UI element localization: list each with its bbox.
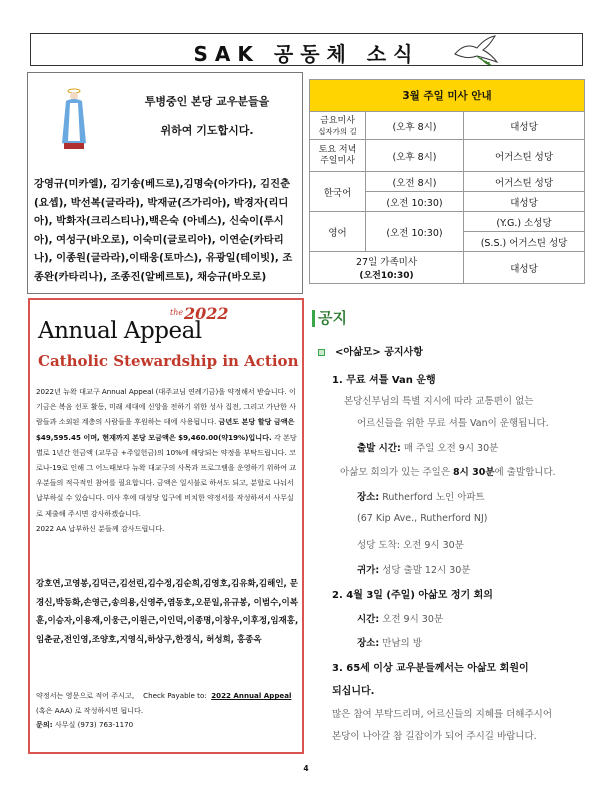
page-number: 4 xyxy=(303,764,309,773)
english-mass-place-2: (S.S.) 어거스틴 성당 xyxy=(464,232,585,252)
english-mass-place-1: (Y.G.) 소성당 xyxy=(464,212,585,232)
friday-mass-label: 금요미사 십자가의 길 xyxy=(310,112,366,140)
appeal-contact: 문의: 사무실 (973) 763-1170 xyxy=(36,720,134,729)
notice-item-2-title: 2. 4월 3일 (주일) 아삶모 정기 회의 xyxy=(332,590,493,601)
shuttle-place: 장소: Rutherford 노인 아파트 xyxy=(357,492,485,503)
appeal-pledge-note: 약정서는 영문으로 적어 주시고, Check Payable to: 2022 Annual Appeal (혹은 AAA) 로 작성하시면 됩니다. xyxy=(36,691,292,715)
notice-item-3-body-line1: 많은 참여 부탁드리며, 어르신들의 지혜를 더해주시어 xyxy=(332,709,553,720)
meeting-time: 시간: 오전 9시 30분 xyxy=(357,614,444,625)
appeal-title: Annual Appeal xyxy=(38,318,202,344)
newsletter-title-bar xyxy=(30,33,583,66)
prayer-request-box xyxy=(27,72,303,294)
prayer-name-list: 강영규(미카엘), 김기송(베드로),김명숙(아가다), 김진춘(요셉), 박선복(글라라), 박재균(즈가리아), 박경자(리디아), 박화자(크리스티나),백은숙 (아녜스), 신숙이(루시아), 여성구(바오로), 이숙미(글로리아), 이연순(카타리나), 이종원(글라라),이태웅(토마스), 유광일(테이빗), 조종완(카타리나), 조종진(알베르토), 채승규(바오로) xyxy=(34,178,293,283)
mass-schedule-table xyxy=(309,79,585,284)
family-mass-label: 27일 가족미사 (오전10:30) xyxy=(310,252,464,284)
notice-item-1-title: 1. 무료 셔틀 Van 운행 xyxy=(332,375,436,386)
prayer-heading-line1: 투병중인 본당 교우분들을 xyxy=(144,95,270,108)
newsletter-title: SAK 공동체 소식 xyxy=(193,42,420,66)
church-arrival-time: 성당 도착: 오전 9시 30분 xyxy=(357,540,464,551)
dove-icon xyxy=(451,34,499,66)
notice-item-3-title-line2: 되십니다. xyxy=(332,686,375,697)
square-bullet-icon xyxy=(318,349,325,356)
notice-item-1-line1: 본당신부님의 특별 지시에 따라 교통편이 없는 xyxy=(344,396,534,407)
friday-mass-place: 대성당 xyxy=(464,112,585,140)
appeal-body xyxy=(36,384,300,536)
appeal-body-request: 각 본당 별로 1년간 헌금액 (교무금 +주일헌금)의 10%에 해당되는 약정을 부탁드립니다. 코로나-19로 인해 그 어느때보다 뉴왁 대교구의 사목과 프로그램을 운영하기 위하여 교우분들의 적극적인 참여를 필요합니다. 금액은 일시불로 하셔도 되고, 분할로 나눠서 납부하실 수 있습니다. 미사 후에 대성당 입구에 비치한 약정서를 작성하셔서 사무실로 제출해 주시면 감사하겠습니다. xyxy=(36,432,297,518)
korean-mass-place-2: 대성당 xyxy=(464,192,585,212)
mass-schedule-heading: 3월 주일 미사 안내 xyxy=(310,80,585,112)
appeal-body-amount: 금년도 본당 할당 금액은 $49,595.45 이며, 현재까지 본당 모금액은 $9,460.00(약19%)입니다. xyxy=(36,417,295,442)
family-mass-place: 대성당 xyxy=(464,252,585,284)
prayer-heading-line2: 위하여 기도합시다. xyxy=(160,124,254,137)
club-notice-heading: <아삶모> 공지사항 xyxy=(318,343,423,358)
meeting-departure-note: 아삶모 회의가 있는 주일은 8시 30분에 출발합니다. xyxy=(340,467,556,478)
english-mass-label: 영어 xyxy=(310,212,366,252)
friday-mass-time: (오후 8시) xyxy=(366,112,464,140)
notice-item-3-title-line1: 3. 65세 이상 교우분들께서는 아삶모 회원이 xyxy=(332,663,529,674)
shuttle-address: (67 Kip Ave., Rutherford NJ) xyxy=(357,513,488,524)
virgin-mary-statue-icon xyxy=(54,83,94,151)
appeal-donor-list: 강호연,고영봉,김덕근,김선린,김수정,김순희,김영호,김유화,김해인, 문경신,박동화,손영근,송의용,신영주,염동호,오문일,유규봉, 이범수,이복훈,이승자,이용재,이웅근,이원근,이인덕,이종명,이창우,이후정,임재홍,임춘균,전인영,조양호,지영식,하상구,한경식, 허성희, 홍종옥 xyxy=(36,579,299,645)
saturday-mass-place: 어거스틴 성당 xyxy=(464,140,585,172)
appeal-year: 2022 xyxy=(184,304,229,323)
meeting-place: 장소: 만남의 방 xyxy=(357,638,422,649)
appeal-the-label: the xyxy=(170,308,184,317)
appeal-payee: 2022 Annual Appeal xyxy=(211,691,292,700)
return-time: 귀가: 성당 출발 12시 30분 xyxy=(357,565,471,576)
notice-bar-icon xyxy=(312,310,315,327)
appeal-body-intro: 2022년 뉴왁 대교구 Annual Appeal (대주교님 연례기금)을 약정해서 받습니다. 이 기금은 복음 선포 활동, 미래 세대에 신앙을 전하기 위한 성사 집전, 그리고 가난한 사람들과 소외된 계층의 사람들을 후원하는 데에 사용됩니다. xyxy=(36,387,296,427)
appeal-body-thanks: 2022 AA 납부하신 분들께 감사드립니다. xyxy=(36,523,165,533)
korean-mass-label: 한국어 xyxy=(310,172,366,212)
notice-item-3-body-line2: 본당이 나아갈 참 길잡이가 되어 주시길 바랍니다. xyxy=(332,731,537,742)
korean-mass-place-1: 어거스틴 성당 xyxy=(464,172,585,192)
english-mass-time: (오전 10:30) xyxy=(366,212,464,252)
annual-appeal-box xyxy=(28,298,304,754)
saturday-mass-time: (오후 8시) xyxy=(366,140,464,172)
korean-mass-time-1: (오전 8시) xyxy=(366,172,464,192)
notice-item-1-line2: 어르신들을 위한 무료 셔틀 Van이 운행됩니다. xyxy=(357,418,549,429)
departure-time: 출발 시간: 매 주일 오전 9시 30분 xyxy=(357,443,499,454)
saturday-mass-label: 토요 저녁 주일미사 xyxy=(310,140,366,172)
appeal-subtitle: Catholic Stewardship in Action xyxy=(38,352,299,370)
korean-mass-time-2: (오전 10:30) xyxy=(366,192,464,212)
notice-heading: 공지 xyxy=(312,307,347,328)
